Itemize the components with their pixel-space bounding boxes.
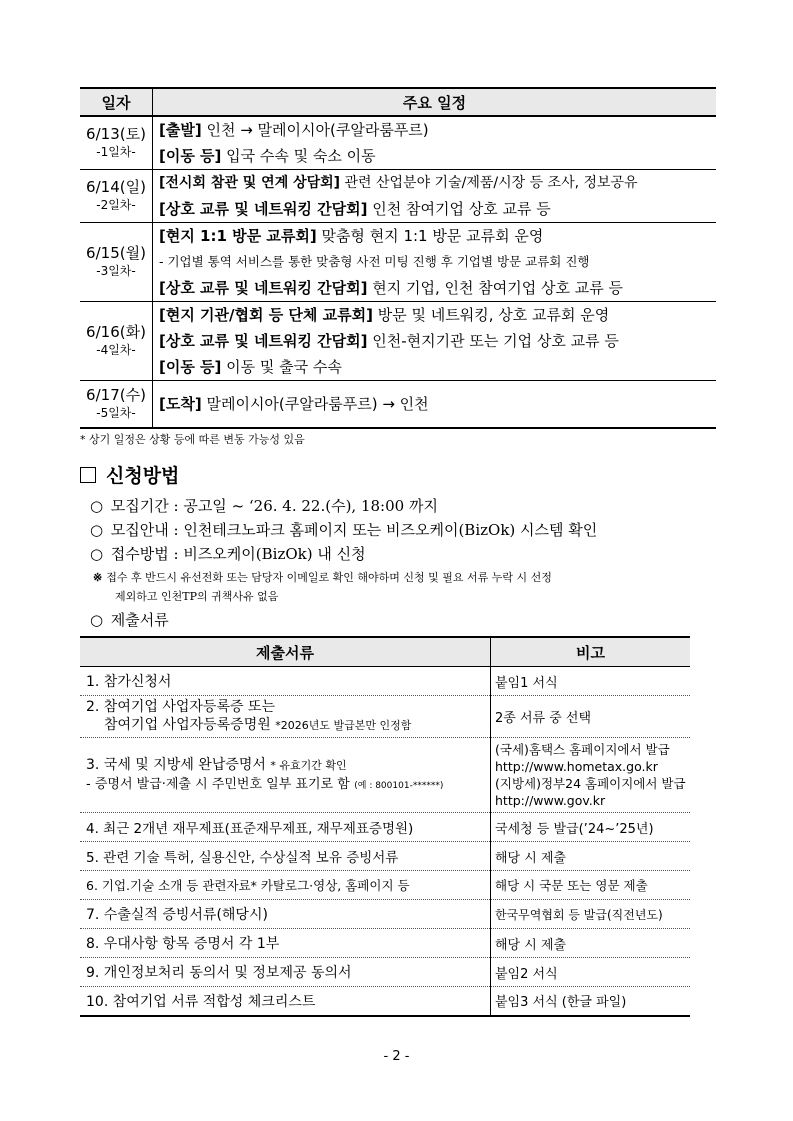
document-remark-line: (국세)홈택스 홈페이지에서 발급 xyxy=(495,742,670,757)
document-name: 8. 우대사항 항목 증명서 각 1부 xyxy=(80,929,491,958)
schedule-date-cell xyxy=(80,116,153,170)
document-remark: 해당 시 제출 xyxy=(491,929,691,958)
schedule-line xyxy=(159,117,716,143)
table-row xyxy=(80,696,690,738)
schedule-line-text: 맞춤형 현지 1:1 방문 교류회 운영 xyxy=(316,227,544,245)
document-name: 6. 기업.기술 소개 등 관련자료* 카탈로그·영상, 홈페이지 등 xyxy=(80,871,491,900)
schedule-line xyxy=(159,143,716,169)
section-title-text: 신청방법 xyxy=(106,465,180,487)
schedule-date: 6/13(토) xyxy=(86,125,146,143)
document-name: 5. 관련 기술 특허, 실용신안, 수상실적 보유 증빙서류 xyxy=(80,842,491,871)
application-item xyxy=(90,609,169,630)
schedule-header-date: 일자 xyxy=(80,88,153,116)
table-row xyxy=(80,871,690,900)
schedule-line-text: 방문 및 네트워킹, 상호 교류회 운영 xyxy=(372,306,610,324)
schedule-line-text: 인천-현지기관 또는 기업 상호 교류 등 xyxy=(367,332,619,350)
schedule-row xyxy=(80,170,716,223)
schedule-day: -4일차- xyxy=(96,343,136,357)
schedule-row xyxy=(80,116,716,170)
document-name: 1. 참가신청서 xyxy=(80,667,491,696)
schedule-note: * 상기 일정은 상황 등에 따른 변동 가능성 있음 xyxy=(80,433,305,446)
schedule-day: -3일차- xyxy=(96,264,136,278)
schedule-line-text: 관련 산업분야 기술/제품/시장 등 조사, 정보공유 xyxy=(340,175,638,191)
table-row xyxy=(80,900,690,929)
schedule-date-cell xyxy=(80,381,153,429)
application-item-text: 모집기간 : 공고일 ~ ‘26. 4. 22.(수), 18:00 까지 xyxy=(110,497,438,515)
schedule-line-tag: [이동 등] xyxy=(159,358,222,376)
document-name-note: *2026년도 발급본만 인정함 xyxy=(275,719,412,732)
schedule-content-cell xyxy=(153,116,717,170)
schedule-line xyxy=(159,223,716,249)
schedule-line xyxy=(159,170,716,196)
document-name xyxy=(80,696,491,738)
schedule-line-tag: [상호 교류 및 네트워킹 간담회] xyxy=(159,200,368,218)
schedule-date: 6/15(월) xyxy=(86,244,146,262)
schedule-line-tag: [전시회 참관 및 연계 상담회] xyxy=(159,175,341,191)
document-remark-line: (지방세)정부24 홈페이지에서 발급 xyxy=(495,776,686,791)
documents-header-name: 제출서류 xyxy=(80,637,491,667)
application-item xyxy=(90,495,438,516)
schedule-header-content: 주요 일정 xyxy=(153,88,717,116)
document-remark-line: http://www.gov.kr xyxy=(495,793,606,808)
reference-mark-icon: ※ xyxy=(93,571,103,584)
schedule-row xyxy=(80,381,716,429)
document-remark: 붙임1 서식 xyxy=(491,667,691,696)
document-remark: 해당 시 제출 xyxy=(491,842,691,871)
schedule-line-text: 이동 및 출국 수속 xyxy=(221,358,342,376)
document-remark: 한국무역협회 등 발급(직전년도) xyxy=(491,900,691,929)
schedule-line-text: 입국 수속 및 숙소 이동 xyxy=(221,147,376,165)
document-remark xyxy=(491,738,691,813)
document-name-line: 3. 국세 및 지방세 완납증명서 xyxy=(86,756,266,773)
schedule-date-cell xyxy=(80,170,153,223)
schedule-day: -2일차- xyxy=(96,198,136,212)
document-name: 9. 개인정보처리 동의서 및 정보제공 동의서 xyxy=(80,958,491,987)
document-remark: 2종 서류 중 선택 xyxy=(491,696,691,738)
table-row xyxy=(80,813,690,842)
circle-bullet-icon: ○ xyxy=(90,611,104,629)
document-name: 7. 수출실적 증빙서류(해당시) xyxy=(80,900,491,929)
schedule-content-cell xyxy=(153,223,717,302)
document-name: 4. 최근 2개년 재무제표(표준재무제표, 재무제표증명원) xyxy=(80,813,491,842)
schedule-date: 6/14(일) xyxy=(86,178,146,196)
table-row xyxy=(80,738,690,813)
application-item-text: 모집안내 : 인천테크노파크 홈페이지 또는 비즈오케이(BizOk) 시스템 확인 xyxy=(110,521,598,539)
circle-bullet-icon: ○ xyxy=(90,497,104,515)
document-name-line: 참여기업 사업자등록증명원 xyxy=(104,717,271,733)
table-row xyxy=(80,987,690,1016)
schedule-line xyxy=(159,275,716,301)
schedule-date-cell xyxy=(80,302,153,381)
documents-header-remark: 비고 xyxy=(491,637,691,667)
table-row xyxy=(80,842,690,871)
documents-table xyxy=(80,636,690,1017)
application-item-text: 접수방법 : 비즈오케이(BizOk) 내 신청 xyxy=(110,545,366,563)
schedule-line-tag: [출발] xyxy=(159,121,202,139)
schedule-line xyxy=(159,391,716,417)
schedule-line-tag: [현지 기관/협회 등 단체 교류회] xyxy=(159,306,373,324)
schedule-line xyxy=(159,328,716,354)
schedule-row xyxy=(80,223,716,302)
page-number: - 2 - xyxy=(383,1049,410,1064)
schedule-day: -1일차- xyxy=(96,145,136,159)
application-note-line: 제외하고 인천TP의 귀책사유 없음 xyxy=(115,590,279,603)
table-row xyxy=(80,958,690,987)
schedule-line-text: 말레이시아(쿠알라룸푸르) → 인천 xyxy=(201,395,429,413)
document-remark: 붙임3 서식 (한글 파일) xyxy=(491,987,691,1016)
schedule-line xyxy=(159,354,716,380)
document-name-note: (예 : 800101-******) xyxy=(354,780,444,791)
document-name xyxy=(80,738,491,813)
schedule-line-tag: [도착] xyxy=(159,395,202,413)
schedule-line-text: - 기업별 통역 서비스를 통한 맞춤형 사전 미팅 진행 후 기업별 방문 교류회 진행 xyxy=(159,254,590,269)
document-remark: 해당 시 국문 또는 영문 제출 xyxy=(491,871,691,900)
document-name: 10. 참여기업 서류 적합성 체크리스트 xyxy=(80,987,491,1016)
schedule-content-cell xyxy=(153,302,717,381)
document-remark-line: http://www.hometax.go.kr xyxy=(495,759,658,774)
table-row xyxy=(80,929,690,958)
schedule-date-cell xyxy=(80,223,153,302)
circle-bullet-icon: ○ xyxy=(90,521,104,539)
schedule-line-text: 인천 → 말레이시아(쿠알라룸푸르) xyxy=(201,121,429,139)
document-remark: 국세청 등 발급(’24~’25년) xyxy=(491,813,691,842)
document-name-note: * 유효기간 확인 xyxy=(270,758,347,772)
application-item xyxy=(90,543,366,564)
schedule-line-tag: [이동 등] xyxy=(159,147,222,165)
schedule-line xyxy=(159,196,716,222)
application-item-text: 제출서류 xyxy=(110,611,169,629)
schedule-table xyxy=(80,87,716,429)
schedule-line xyxy=(159,302,716,328)
schedule-line-tag: [현지 1:1 방문 교류회] xyxy=(159,227,317,245)
circle-bullet-icon: ○ xyxy=(90,545,104,563)
application-item xyxy=(90,519,597,540)
document-name-line: - 증명서 발급·제출 시 주민번호 일부 표기로 함 xyxy=(86,776,350,792)
schedule-line-tag: [상호 교류 및 네트워킹 간담회] xyxy=(159,279,368,297)
schedule-line xyxy=(159,249,716,275)
application-note xyxy=(93,568,552,606)
checkbox-square-icon xyxy=(80,467,96,483)
schedule-content-cell xyxy=(153,381,717,429)
table-row xyxy=(80,667,690,696)
schedule-day: -5일차- xyxy=(96,406,136,420)
document-remark: 붙임2 서식 xyxy=(491,958,691,987)
application-note-line: 접수 후 반드시 유선전화 또는 담당자 이메일로 확인 해야하며 신청 및 필요 서류 누락 시 선정 xyxy=(106,571,552,584)
document-name-line: 2. 참여기업 사업자등록증 또는 xyxy=(86,699,275,715)
schedule-date: 6/16(화) xyxy=(86,323,146,341)
schedule-line-text: 현지 기업, 인천 참여기업 상호 교류 등 xyxy=(367,279,623,297)
section-title xyxy=(80,461,179,488)
schedule-line-text: 인천 참여기업 상호 교류 등 xyxy=(367,200,551,218)
schedule-row xyxy=(80,302,716,381)
schedule-line-tag: [상호 교류 및 네트워킹 간담회] xyxy=(159,332,368,350)
schedule-content-cell xyxy=(153,170,717,223)
schedule-date: 6/17(수) xyxy=(86,386,146,404)
